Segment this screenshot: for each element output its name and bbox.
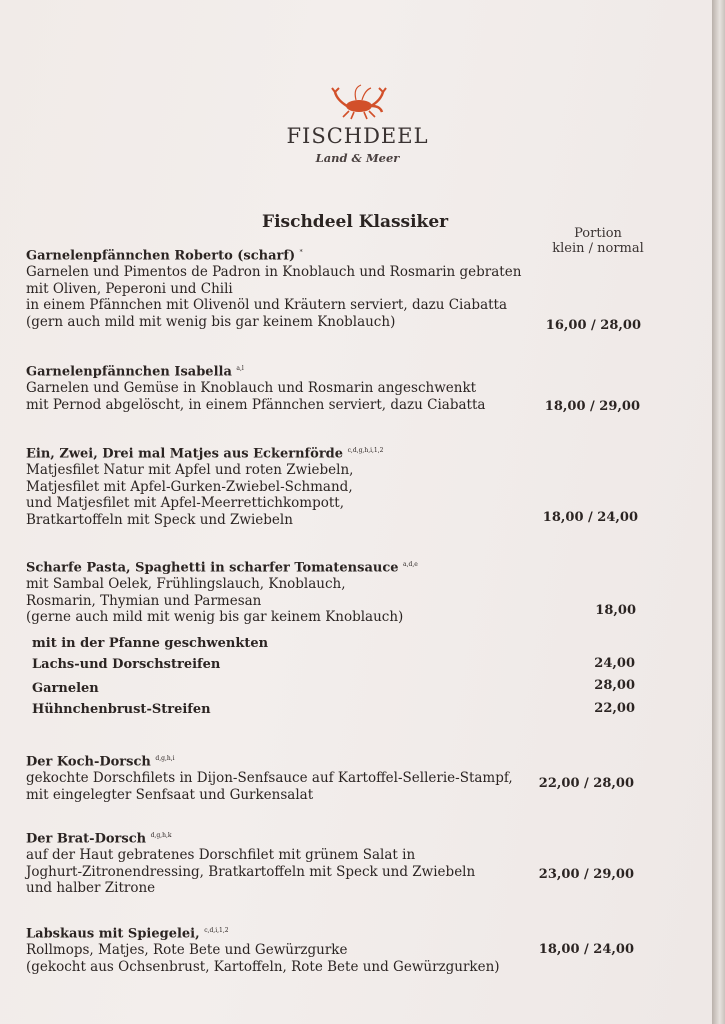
item-name: Scharfe Pasta, Spaghetti in scharfer Tomatensauce <box>26 560 399 576</box>
menu-item-scharfe-pasta <box>26 556 546 626</box>
pasta-extra-option: Garnelen <box>32 681 99 696</box>
menu-item-labskaus <box>26 922 546 975</box>
allergen-codes: a,d,e <box>403 561 418 568</box>
menu-item-koch-dorsch <box>26 750 546 803</box>
item-price: 22,00 / 28,00 <box>538 776 634 791</box>
section-title: Fischdeel Klassiker <box>262 212 449 232</box>
item-name: Der Koch-Dorsch <box>26 754 151 770</box>
menu-item-brat-dorsch <box>26 827 546 897</box>
pasta-extra-price: 24,00 <box>594 656 635 671</box>
page-edge <box>712 0 725 1024</box>
item-name: Garnelenpfännchen Roberto (scharf) <box>26 248 296 264</box>
brand-tagline: Land & Meer <box>315 151 400 165</box>
item-name: Ein, Zwei, Drei mal Matjes aus Eckernförde <box>26 446 344 462</box>
pasta-extras-intro: mit in der Pfanne geschwenkten <box>32 636 269 651</box>
portion-sizes-label: klein / normal <box>552 241 644 256</box>
item-price: 18,00 / 29,00 <box>544 399 640 414</box>
item-description: gekochte Dorschfilets in Dijon-Senfsauce auf Kartoffel-Sellerie-Stampf, mit eingelegter Senfsaat und Gurkensalat <box>26 770 513 803</box>
portion-header <box>548 226 648 256</box>
allergen-codes: c,d,i,1,2 <box>204 927 229 934</box>
item-price: 18,00 / 24,00 <box>538 942 634 957</box>
item-description: Rollmops, Matjes, Rote Bete und Gewürzgurke (gekocht aus Ochsenbrust, Kartoffeln, Rote Bete und Gewürzgurken) <box>26 942 500 975</box>
item-price: 23,00 / 29,00 <box>538 867 634 882</box>
pasta-extra-price: 28,00 <box>594 678 635 693</box>
lobster-icon <box>331 84 387 120</box>
item-price: 16,00 / 28,00 <box>545 318 641 333</box>
allergen-codes: d,g,h,i <box>155 755 175 762</box>
portion-label: Portion <box>574 226 622 241</box>
menu-item-matjes <box>26 442 546 528</box>
allergen-codes: d,g,h,k <box>150 832 172 839</box>
item-description: Matjesfilet Natur mit Apfel und roten Zwiebeln, Matjesfilet mit Apfel-Gurken-Zwiebel-Schmand, und Matjesfilet mit Apfel-Meerrettichkompott, Bratkartoffeln mit Speck und Zwiebeln <box>26 462 354 528</box>
item-description: Garnelen und Pimentos de Padron in Knoblauch und Rosmarin gebraten mit Oliven, Peperoni und Chili in einem Pfännchen mit Olivenöl und Kräutern serviert, dazu Ciabatta (gern auch mild mit wenig bis gar keinem Knoblauch) <box>26 264 522 330</box>
item-price: 18,00 / 24,00 <box>542 510 638 525</box>
allergen-codes: c,d,g,h,i,1,2 <box>347 447 384 454</box>
pasta-extra-option: Hühnchenbrust-Streifen <box>32 702 211 717</box>
allergen-codes: * <box>299 249 303 256</box>
item-name: Labskaus mit Spiegelei, <box>26 926 200 942</box>
item-description: Garnelen und Gemüse in Knoblauch und Rosmarin angeschwenkt mit Pernod abgelöscht, in einem Pfännchen serviert, dazu Ciabatta <box>26 380 486 413</box>
pasta-extra-option: Lachs-und Dorschstreifen <box>32 657 221 672</box>
menu-item-garnelen-isabella <box>26 360 546 413</box>
allergen-codes: a,l <box>236 365 244 372</box>
item-description: mit Sambal Oelek, Frühlingslauch, Knoblauch, Rosmarin, Thymian und Parmesan (gerne auch mild mit wenig bis gar keinem Knoblauch) <box>26 576 404 626</box>
pasta-extra-price: 22,00 <box>594 701 635 716</box>
item-description: auf der Haut gebratenes Dorschfilet mit grünem Salat in Joghurt-Zitronendressing, Bratkartoffeln mit Speck und Zwiebeln und halber Zitrone <box>26 847 476 897</box>
brand-name: FISCHDEEL <box>286 124 429 148</box>
menu-item-garnelen-roberto <box>26 244 546 330</box>
item-name: Garnelenpfännchen Isabella <box>26 364 232 380</box>
item-name: Der Brat-Dorsch <box>26 831 147 847</box>
item-price: 18,00 <box>595 603 636 618</box>
